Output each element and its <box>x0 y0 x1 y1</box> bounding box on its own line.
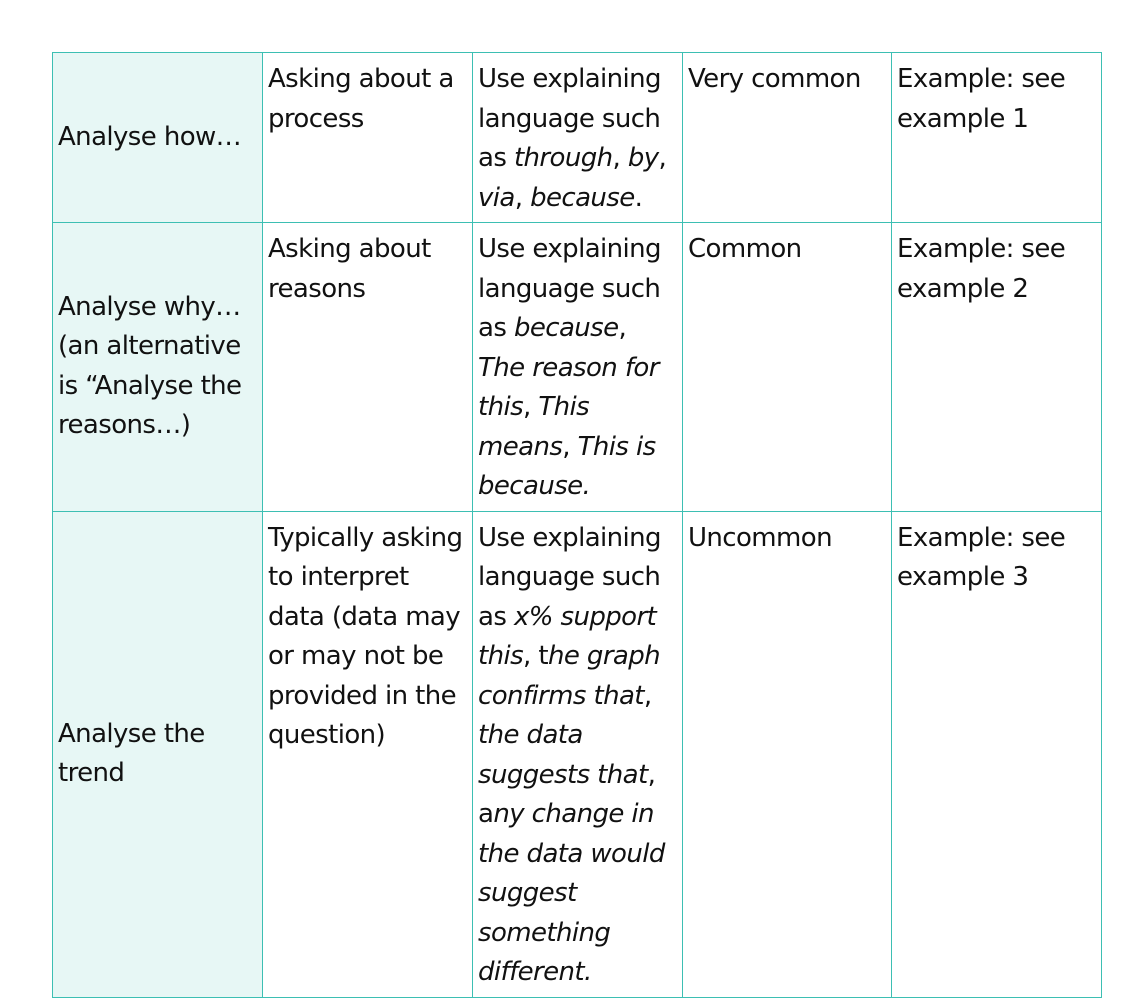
language-cell <box>473 53 683 223</box>
text-segment: , <box>514 182 531 213</box>
language-cell <box>473 511 683 997</box>
asking-about-cell: Typically asking to interpret data (data may or may not be provided in the question) <box>263 511 473 997</box>
text-segment: , <box>658 143 667 173</box>
table-row <box>53 223 1102 512</box>
example-cell: Example: see example 2 <box>892 223 1102 512</box>
text-segment: , t <box>523 641 548 671</box>
example-cell: Example: see example 1 <box>892 53 1102 223</box>
italic-phrase: by <box>627 143 659 173</box>
table-row <box>53 511 1102 997</box>
text-segment: . <box>634 182 643 213</box>
italic-phrase: via <box>478 182 515 213</box>
text-segment: Use explaining language such as <box>478 234 661 343</box>
italic-phrase: the data suggests that <box>478 720 648 790</box>
italic-phrase: he graph confirms that <box>478 641 661 711</box>
text-segment: Use explaining language such as <box>478 522 661 632</box>
example-cell: Example: see example 3 <box>892 511 1102 997</box>
table-row <box>53 53 1102 223</box>
text-segment: , <box>618 313 627 343</box>
analyse-command-words-table <box>52 52 1102 998</box>
italic-phrase: The reason for this <box>478 352 659 422</box>
language-cell <box>473 223 683 512</box>
command-term-cell: Analyse why… (an alternative is “Analyse the reasons…) <box>53 223 263 512</box>
text-segment: , <box>612 143 628 173</box>
italic-phrase: ny change in the data would suggest something different. <box>478 799 665 987</box>
italic-phrase: because <box>513 313 619 343</box>
italic-phrase: This means <box>478 392 590 462</box>
frequency-cell: Very common <box>683 53 892 223</box>
italic-phrase: This is because. <box>478 431 656 501</box>
italic-phrase: x% support this <box>478 601 657 671</box>
asking-about-cell: Asking about reasons <box>263 223 473 512</box>
command-term-cell: Analyse the trend <box>53 511 263 997</box>
text-segment: Use explaining language such as <box>478 64 661 173</box>
text-segment: , a <box>478 759 656 829</box>
command-term-cell: Analyse how… <box>53 53 263 223</box>
text-segment: , <box>562 431 578 462</box>
text-segment: , <box>643 680 652 711</box>
frequency-cell: Common <box>683 223 892 512</box>
italic-phrase: through <box>513 143 613 173</box>
asking-about-cell: Asking about a process <box>263 53 473 223</box>
frequency-cell: Uncommon <box>683 511 892 997</box>
italic-phrase: because <box>530 182 635 213</box>
text-segment: , <box>523 392 539 422</box>
